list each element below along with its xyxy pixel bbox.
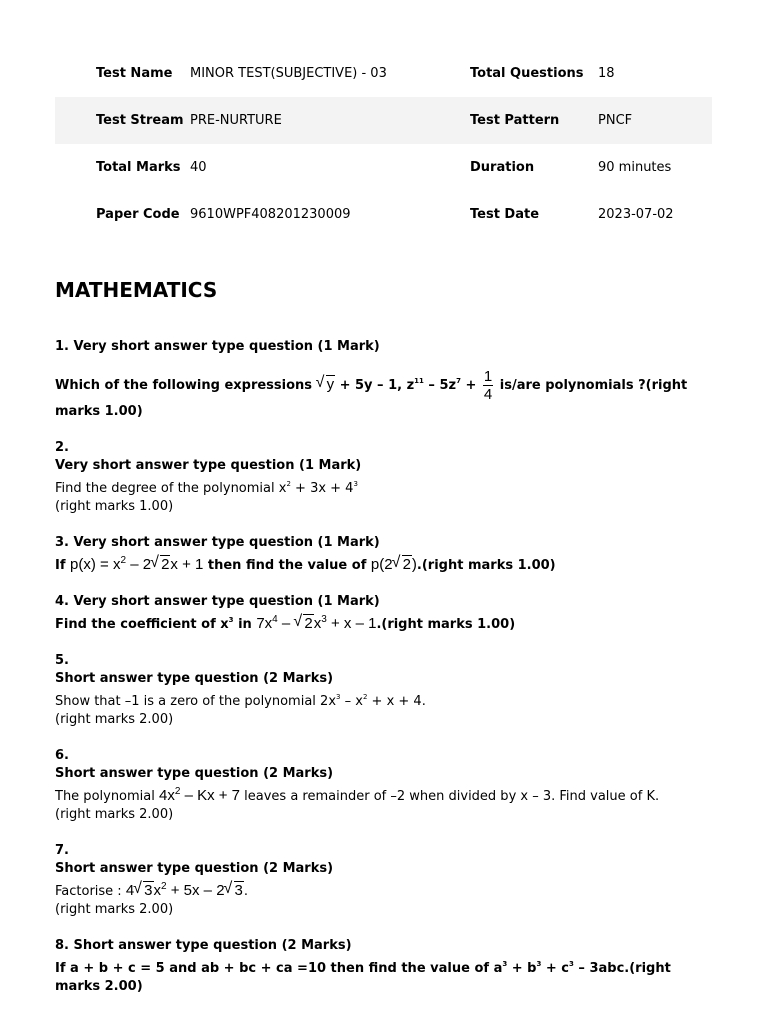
- fraction: $\frac{1}{4}$: [483, 368, 493, 403]
- question-number: 6.: [55, 748, 69, 763]
- total-questions-value: 18: [598, 66, 615, 81]
- question-text: Find the degree of the polynomial $x^2 + 3x + 4^3$: [55, 480, 358, 496]
- question-text: If a + b + c = 5 and ab + bc + ca =10 then find the value of $a^3 + b^3 + c^3$ – 3abc.(right marks 2.00): [55, 960, 671, 994]
- test-name-label: Test Name: [96, 66, 173, 81]
- paper-code-label: Paper Code: [96, 207, 180, 222]
- info-row: [55, 97, 712, 144]
- math-expression: $4x^2 - Kx + 7$: [159, 786, 241, 804]
- question-list: [55, 338, 715, 1014]
- question-heading: Short answer type question (2 Marks): [55, 766, 334, 781]
- test-stream-label: Test Stream: [96, 113, 184, 128]
- question-heading: Short answer type question (2 Marks): [55, 671, 334, 686]
- question-text: If $p(x) = x^2 - 2√$ 2x + 1 then find the value of p(2√ 2).(right marks 1.00): [55, 552, 715, 575]
- question-marks: (right marks 2.00): [55, 807, 174, 822]
- paper-code-value: 9610WPF408201230009: [190, 207, 351, 222]
- question-text: Which of the following expressions √ y + 5y – 1, $z^{11} - 5z^7$ + $\frac{1}{4}$ is/are polynomials ?(right marks 1.00): [55, 368, 715, 421]
- question-3: [55, 534, 715, 575]
- test-date-label: Test Date: [470, 207, 540, 222]
- total-questions-label: Total Questions: [470, 66, 584, 81]
- total-marks-label: Total Marks: [96, 160, 181, 175]
- math-expression: 4√ $3x^2 + 5x - 2√$ 3: [126, 882, 244, 899]
- question-heading: Very short answer type question (1 Mark): [55, 458, 362, 473]
- question-number: 2.: [55, 440, 69, 455]
- question-text: Show that –1 is a zero of the polynomial $2x^3 - x^2 + x + 4$.: [55, 693, 426, 709]
- total-marks-value: 40: [190, 160, 207, 175]
- question-heading: 3. Very short answer type question (1 Mark): [55, 535, 380, 550]
- math-expression: $7x^4$ – √ $2x^3 + x - 1$: [256, 615, 376, 632]
- question-heading: 4. Very short answer type question (1 Mark): [55, 594, 380, 609]
- subject-heading: MATHEMATICS: [55, 278, 218, 302]
- test-info-table: [55, 50, 712, 238]
- test-name-value: MINOR TEST(SUBJECTIVE) - 03: [190, 66, 387, 81]
- question-marks: (right marks 2.00): [55, 712, 174, 727]
- info-row: [55, 50, 712, 97]
- question-marks: (right marks 2.00): [55, 902, 174, 917]
- question-2: [55, 439, 715, 516]
- math-expression: $p(x) = x^2 - 2√$ 2x + 1: [70, 556, 203, 573]
- question-number: 7.: [55, 843, 69, 858]
- question-heading: 8. Short answer type question (2 Marks): [55, 938, 352, 953]
- question-text: The polynomial $4x^2 - Kx + 7$ leaves a remainder of –2 when divided by x – 3. Find value of K.: [55, 786, 660, 804]
- info-row: [55, 191, 712, 238]
- test-pattern-value: PNCF: [598, 113, 633, 128]
- question-1: [55, 338, 715, 421]
- question-text: Find the coefficient of $x^3$ in $7x^4$ – √ $2x^3 + x$ – 1.(right marks 1.00): [55, 611, 715, 634]
- duration-value: 90 minutes: [598, 160, 672, 175]
- math-expression: p(2√ 2): [371, 556, 417, 573]
- question-heading: Short answer type question (2 Marks): [55, 861, 334, 876]
- question-6: [55, 747, 715, 824]
- question-4: [55, 593, 715, 634]
- question-number: 5.: [55, 653, 69, 668]
- question-text: Factorise : 4√ $3x^2 + 5x - 2√$ 3.: [55, 878, 715, 901]
- question-8: [55, 937, 715, 996]
- question-marks: (right marks 1.00): [55, 499, 174, 514]
- question-heading: 1. Very short answer type question (1 Mark): [55, 339, 380, 354]
- test-stream-value: PRE-NURTURE: [190, 113, 282, 128]
- test-pattern-label: Test Pattern: [470, 113, 560, 128]
- test-date-value: 2023-07-02: [598, 207, 674, 222]
- duration-label: Duration: [470, 160, 535, 175]
- sqrt-symbol: √ y: [317, 376, 336, 394]
- question-7: [55, 842, 715, 919]
- question-5: [55, 652, 715, 729]
- info-row: [55, 144, 712, 191]
